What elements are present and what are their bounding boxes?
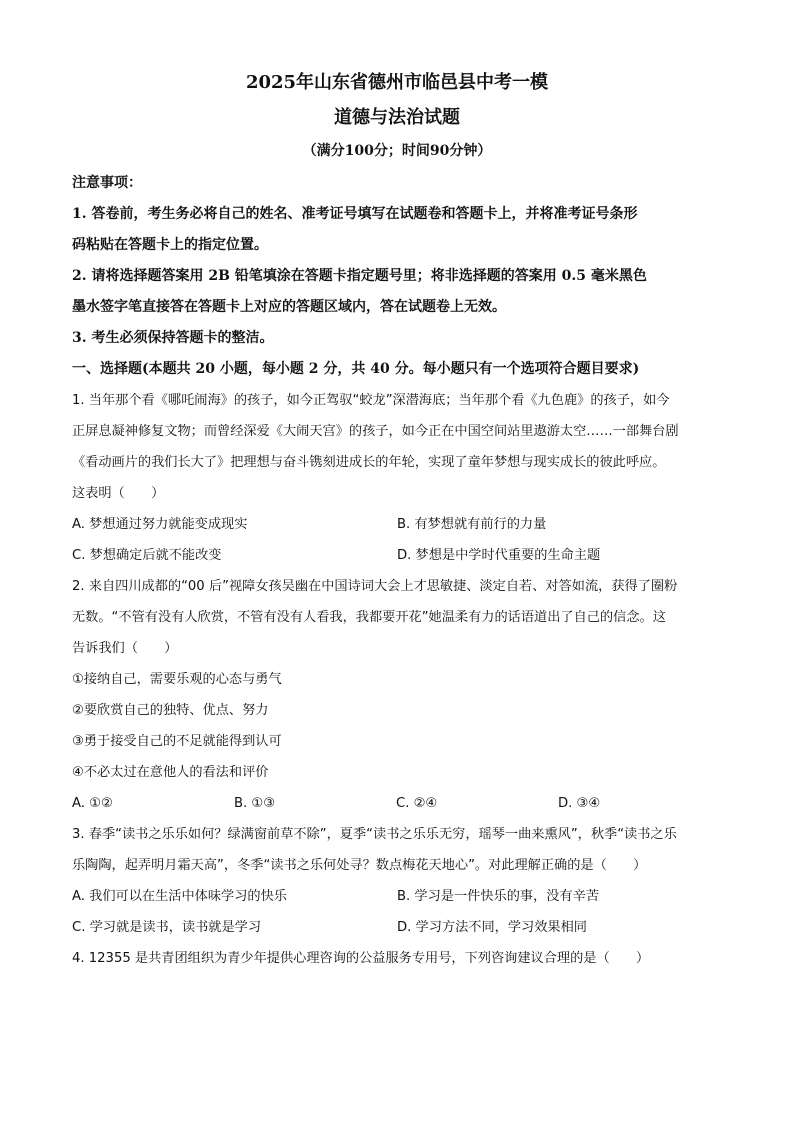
question-1-options-row: [72, 540, 722, 571]
statement-2: ②要欣赏自己的独特、优点、努力: [72, 703, 269, 718]
question-3-options-row: [72, 881, 722, 912]
exam-page: [72, 62, 722, 974]
question-3-line: 乐陶陶，起弄明月霜天高”，冬季“读书之乐何处寻？数点梅花天地心”。对此理解正确的是（ ）: [72, 858, 647, 873]
question-3-options-row: [72, 912, 722, 943]
option-c: C. 梦想确定后就不能改变: [72, 548, 222, 563]
question-1-line: 这表明（ ）: [72, 486, 165, 501]
question-2-line: 无数。“不管有没有人欣赏，不管有没有人看我，我都要开花”她温柔有力的话语道出了自己的信念。这: [72, 610, 666, 625]
statement-1: ①接纳自己，需要乐观的心态与勇气: [72, 672, 282, 687]
option-a: A. 梦想通过努力就能变成现实: [72, 517, 248, 532]
exam-meta: （满分100分；时间90分钟）: [302, 143, 492, 159]
section-heading: 一、选择题(本题共 20 小题，每小题 2 分，共 40 分。每小题只有一个选项符合题目要求): [72, 361, 640, 377]
notice-item-2b: 墨水签字笔直接答在答题卡上对应的答题区域内，答在试题卷上无效。: [72, 299, 506, 315]
option-d: D. ③④: [558, 796, 601, 811]
question-1-line: 1. 当年那个看《哪吒闹海》的孩子，如今正驾驭“蛟龙”深潜海底；当年那个看《九色鹿》的孩子，如今: [72, 393, 670, 408]
exam-subject: 道德与法治试题: [334, 107, 460, 128]
option-c: C. 学习就是读书，读书就是学习: [72, 920, 262, 935]
notice-heading: 注意事项：: [72, 175, 142, 191]
option-d: D. 学习方法不同，学习效果相同: [397, 920, 587, 935]
exam-title: 2025年山东省德州市临邑县中考一模: [245, 72, 549, 93]
option-b: B. 有梦想就有前行的力量: [397, 517, 547, 532]
question-2-options-row: [72, 788, 722, 819]
option-a: A. ①②: [72, 796, 113, 811]
question-1-line: 正屏息凝神修复文物；而曾经深爱《大闹天宫》的孩子，如今正在中国空间站里遨游太空……一部舞台剧: [72, 424, 679, 439]
option-b: B. 学习是一件快乐的事，没有辛苦: [397, 889, 600, 904]
statement-3: ③勇于接受自己的不足就能得到认可: [72, 734, 282, 749]
question-2-line: 2. 来自四川成都的“00 后”视障女孩吴幽在中国诗词大会上才思敏捷、淡定自若、对答如流，获得了圈粉: [72, 579, 678, 594]
notice-item-1b: 码粘贴在答题卡上的指定位置。: [72, 237, 268, 253]
question-1-options-row: [72, 509, 722, 540]
question-1-line: 《看动画片的我们长大了》把理想与奋斗镌刻进成长的年轮，实现了童年梦想与现实成长的彼此呼应。: [72, 455, 666, 470]
statement-4: ④不必太过在意他人的看法和评价: [72, 765, 269, 780]
option-d: D. 梦想是中学时代重要的生命主题: [397, 548, 601, 563]
notice-item-2a: 2. 请将选择题答案用 2B 铅笔填涂在答题卡指定题号里；将非选择题的答案用 0.5 毫米黑色: [72, 268, 647, 284]
option-c: C. ②④: [396, 796, 438, 811]
notice-item-3: 3. 考生必须保持答题卡的整洁。: [72, 330, 274, 346]
question-4-line: 4. 12355 是共青团组织为青少年提供心理咨询的公益服务专用号，下列咨询建议合理的是（ ）: [72, 951, 650, 966]
question-2-line: 告诉我们（ ）: [72, 641, 178, 656]
question-3-line: 3. 春季“读书之乐乐如何？绿满窗前草不除”，夏季“读书之乐乐无穷，瑶琴一曲来熏风”，秋季“读书之乐: [72, 827, 677, 842]
notice-item-1a: 1. 答卷前，考生务必将自己的姓名、准考证号填写在试题卷和答题卡上，并将准考证号条形: [72, 206, 638, 222]
option-b: B. ①③: [234, 796, 276, 811]
option-a: A. 我们可以在生活中体味学习的快乐: [72, 889, 287, 904]
